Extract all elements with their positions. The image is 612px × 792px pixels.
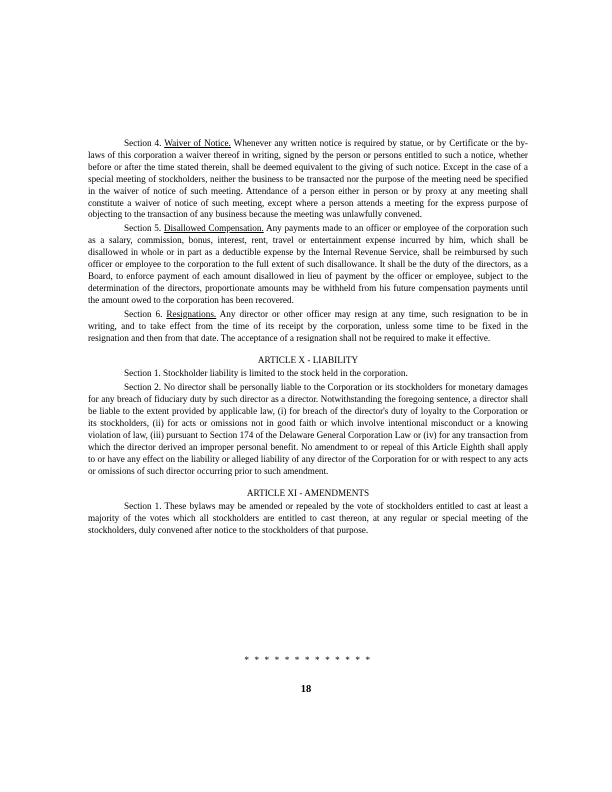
section-separator: * * * * * * * * * * * * * [244, 655, 372, 666]
article-xi-heading: ARTICLE XI - AMENDMENTS [246, 488, 370, 499]
section-title: Disallowed Compensation. [163, 223, 264, 234]
section-title: Waiver of Notice. [164, 138, 231, 148]
section-body: Any director or other officer may resign at any time, such resignation to be in writing, and to take effect from the time of its receipt by the corporation, unless some time to be fixed in the resignation and then from that date. The acceptance of a resignation shall not be required to make it effective. [88, 308, 529, 343]
section-label: Section 2. [124, 382, 162, 393]
section-title: Resignations. [166, 308, 217, 319]
paragraph-article-x-section-1 [88, 368, 528, 380]
document-body [88, 138, 528, 665]
section-body: Any payments made to an officer or employee of the corporation such as a salary, commission, bonus, interest, rent, travel or entertainment expense incurred by him, which shall be disallowed in whole or in part as a deductible expense by the Internal Revenue Service, shall be reimbursed by such officer or employee to the corporation to the full extent of such disallowance. It shall be the duty of the directors, as a Board, to enforce payment of each amount disallowed in lieu of payment by the officer or employee, subject to the determination of the directors, proportionate amounts may be withheld from his future compensation payments until the amount owed to the corporation has been recovered. [88, 223, 528, 305]
paragraph-section-6 [88, 309, 528, 345]
section-body: Stockholder liability is limited to the stock held in the corporation. [163, 368, 408, 379]
section-label: Section 4. [124, 138, 162, 148]
section-label: Section 6. [124, 308, 163, 319]
paragraph-section-4 [88, 138, 528, 221]
paragraph-article-xi-section-1 [88, 501, 528, 537]
section-label: Section 1. [124, 501, 162, 512]
paragraph-article-x-section-2 [88, 382, 528, 477]
section-label: Section 1. [124, 368, 161, 379]
paragraph-section-5 [88, 223, 528, 306]
section-body: No director shall be personally liable to the Corporation or its stockholders for monetary damages for any breach of fiduciary duty by such director as a director. Notwithstanding the foregoing sentence, a director shall be liable to the extent provided by applicable law, (i) for breach of the director's duty of loyalty to the Corporation or its stockholders, (ii) for acts or omissions not in good faith or which involve intentional misconduct or a knowing violation of law, (iii) pursuant to Section 174 of the Delaware General Corporation Law or (iv) for any transaction from which the director derived an improper personal benefit. No amendment to or repeal of this Article Eighth shall apply to or have any effect on the liability or alleged liability of any director of the Corporation for or with respect to any acts or omissions of such director occurring prior to such amendment. [88, 382, 529, 476]
page-number: 18 [300, 684, 312, 695]
section-body: Whenever any written notice is required by statue, or by Certificate or the by-laws of this corporation a waiver thereof in writing, signed by the person or persons entitled to such a notice, whether before or after the time stated therein, shall be deemed equivalent to the giving of such notice. Except in the case of a special meeting of stockholders, neither the business to be transacted nor the purpose of the meeting need be specified in the waiver of notice of such meeting. Attendance of a person either in person or by proxy at any meeting shall constitute a waiver of notice of such meeting, except where a person attends a meeting for the express purpose of objecting to the transaction of any business because the meeting was unlawfully convened. [88, 138, 528, 220]
article-x-heading: ARTICLE X - LIABILITY [257, 355, 359, 366]
section-body: These bylaws may be amended or repealed by the vote of stockholders entitled to cast at least a majority of the votes which all stockholders are entitled to cast thereon, at any regular or special meeting of the stockholders, duly convened after notice to the stockholders of that purpose. [88, 501, 528, 536]
section-label: Section 5. [124, 223, 162, 234]
